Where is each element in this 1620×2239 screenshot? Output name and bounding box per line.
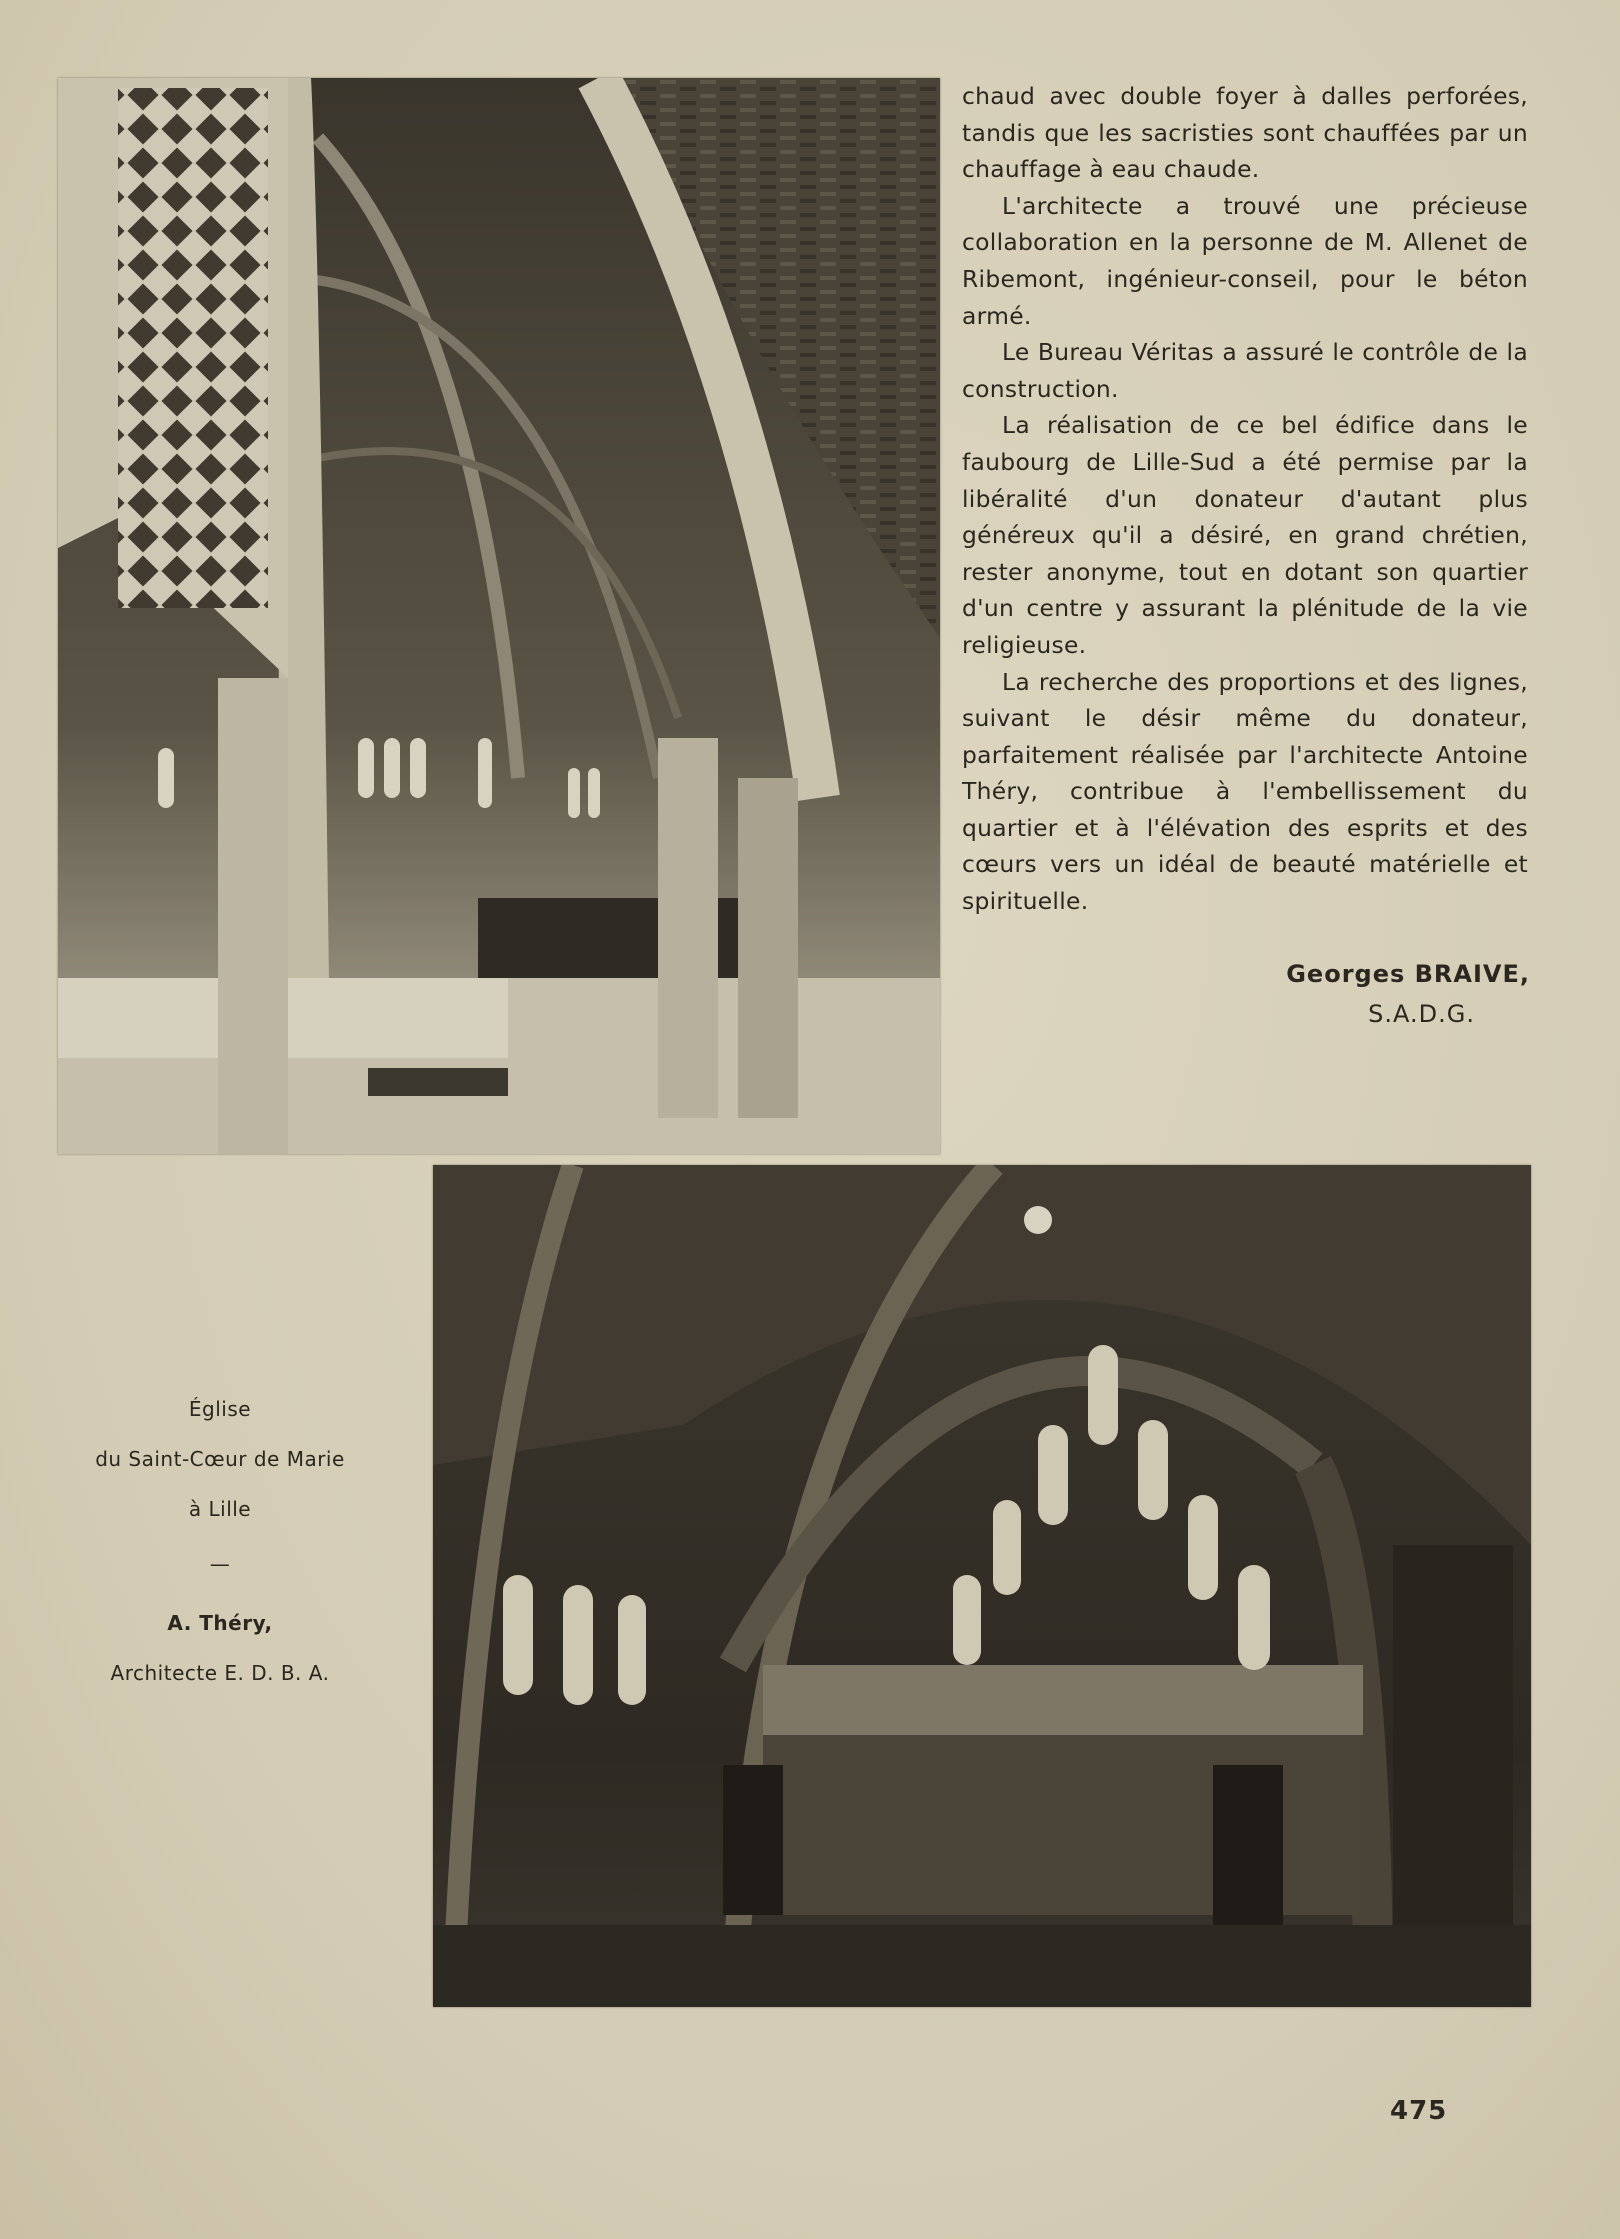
author-title: S.A.D.G. (1368, 1000, 1475, 1028)
caption-separator: — (209, 1552, 231, 1576)
paragraph: chaud avec double foyer à dalles perforées, tandis que les sacristies sont chauffées par un chauffage à eau chaude. (962, 82, 1528, 184)
paragraph: La recherche des proportions et des lignes, suivant le désir même du donateur, parfaitement réalisée par l'architecte Antoine Théry, contribue à l'embellissement du quartier et à l'élévation des esprits et des cœurs vers un idéal de beauté matérielle et spirituelle. (962, 667, 1528, 916)
paragraph: La réalisation de ce bel édifice dans le faubourg de Lille-Sud a été permise par la libéralité d'un donateur d'autant plus généreux qu'il a désiré, en grand chrétien, rester anonyme, tout en dotant son quartier d'un centre y assurant la plénitude de la vie religieuse. (962, 411, 1528, 659)
paragraph: L'architecte a trouvé une précieuse collaboration en la personne de M. Allenet de Ribemont, ingénieur-conseil, pour le béton armé. (962, 191, 1528, 330)
page-number: 475 (1390, 2096, 1448, 2126)
architect-title: Architecte E. D. B. A. (110, 1661, 330, 1685)
caption-line: à Lille (188, 1497, 252, 1521)
paragraph: Le Bureau Véritas a assuré le contrôle de la construction. (962, 338, 1528, 403)
author-name: Georges BRAIVE, (1286, 960, 1530, 988)
caption-line: du Saint-Cœur de Marie (95, 1447, 345, 1471)
caption-line: Église (188, 1397, 252, 1421)
architect-name: A. Théry, (167, 1611, 273, 1635)
photo-caption (40, 1384, 400, 1698)
church-interior-photo (433, 1165, 1531, 2007)
article-text (962, 78, 1528, 920)
church-nave-photo (58, 78, 940, 1154)
signature (1160, 954, 1530, 1034)
